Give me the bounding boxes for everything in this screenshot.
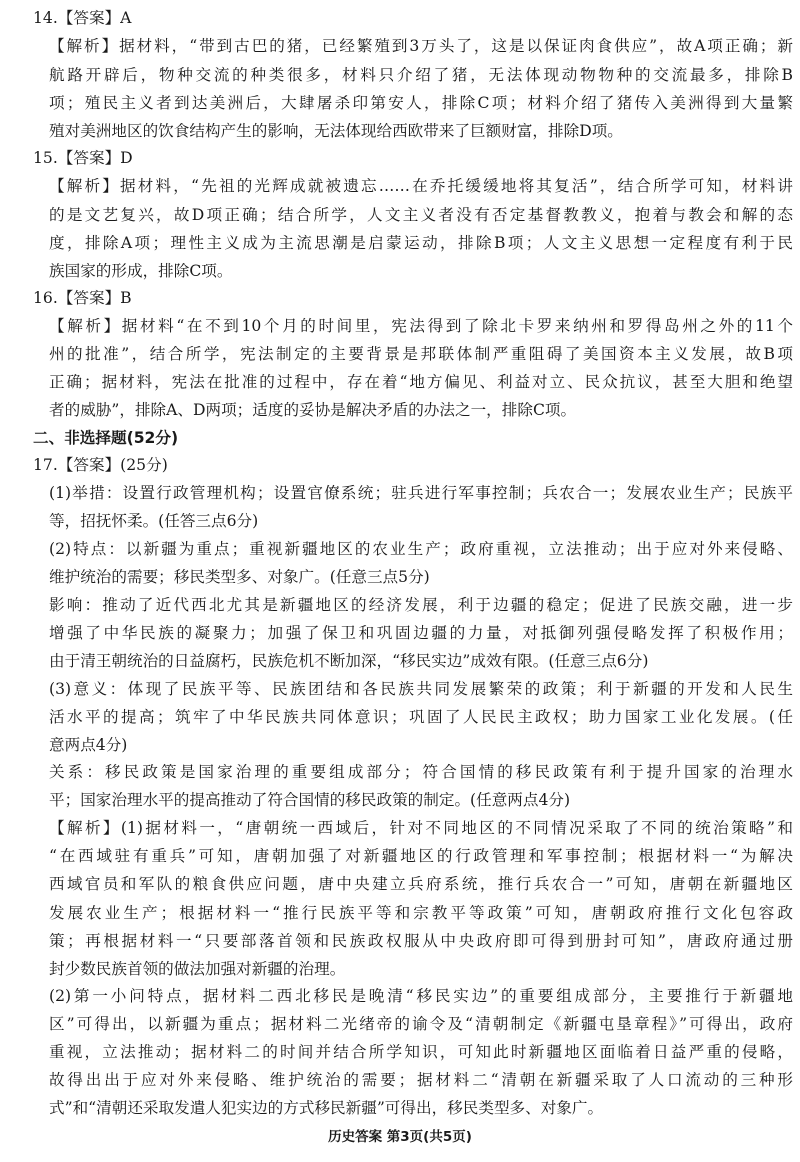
answer-heading: 15.【答案】D [33, 149, 133, 168]
page-footer: 历史答案 第3页(共5页) [328, 1129, 472, 1145]
text-line: 州的批准”，结合所学，宪法制定的主要背景是邦联体制严重阻碍了美国资本主义发展，故B项 [49, 344, 793, 363]
text-line: 重视，立法推动；据材料二的时间并结合所学知识，可知此时新疆地区面临着日益严重的侵略， [49, 1042, 793, 1061]
text-line: 航路开辟后，物种交流的种类很多，材料只介绍了猪，无法体现动物物种的交流最多，排除B [49, 66, 793, 85]
text-line: 【解析】据材料，“带到古巴的猪，已经繁殖到3万头了，这是以保证肉食供应”，故A项正确；新 [49, 37, 793, 56]
text-line: 正确；据材料，宪法在批准的过程中，存在着“地方偏见、利益对立、民众抗议，甚至大胆和绝望 [49, 373, 793, 391]
answer-heading: 17.【答案】(25分) [33, 456, 168, 475]
text-line: 西域官员和军队的粮食供应问题，唐中央建立兵府系统，推行兵农合一”可知，唐朝在新疆地区 [49, 875, 793, 894]
text-line: 的是文艺复兴，故D项正确；结合所学，人文主义者没有否定基督教教义，抱着与教会和解的态 [49, 205, 793, 224]
text-line: 意两点4分) [49, 736, 128, 754]
text-line: 殖对美洲地区的饮食结构产生的影响，无法体现给西欧带来了巨额财富，排除D项。 [49, 122, 623, 141]
text-line: 平；国家治理水平的提高推动了符合国情的移民政策的制定。(任意两点4分) [49, 791, 571, 810]
answer-heading: 14.【答案】A [33, 9, 132, 27]
text-line: 等，招抚怀柔。(任答三点6分) [49, 512, 259, 531]
text-line: 增强了中华民族的凝聚力；加强了保卫和巩固边疆的力量，对抵御列强侵略发挥了积极作用； [49, 623, 793, 642]
text-line: 策；再根据材料一“只要部落首领和民族政权服从中央政府即可得到册封可知”，唐政府通过册 [49, 931, 793, 950]
text-line: 由于清王朝统治的日益腐朽，民族危机不断加深，“移民实边”成效有限。(任意三点6分) [49, 651, 649, 670]
text-line: “在西域驻有重兵”可知，唐朝加强了对新疆地区的行政管理和军事控制；根据材料一“为解决 [49, 847, 793, 866]
text-line: 【解析】据材料，“先祖的光辉成就被遗忘……在乔托缓缓地将其复活”，结合所学可知，材料讲 [49, 177, 793, 196]
text-line: 式”和“清朝还采取发遣人犯实边的方式移民新疆”可得出，移民类型多、对象广。 [49, 1099, 604, 1117]
text-line: 【解析】(1)据材料一，“唐朝统一西域后，针对不同地区的不同情况采取了不同的统治策略”和 [49, 819, 793, 838]
text-line: 活水平的提高；筑牢了中华民族共同体意识；巩固了人民民主政权；助力国家工业化发展。(任 [49, 707, 793, 726]
section-title: 二、非选择题(52分) [33, 429, 179, 448]
text-line: (2)特点：以新疆为重点；重视新疆地区的农业生产；政府重视，立法推动；出于应对外来侵略、 [49, 540, 793, 559]
text-line: 封少数民族首领的做法加强对新疆的治理。 [49, 959, 346, 978]
text-line: 故得出出于应对外来侵略、维护统治的需要；据材料二“清朝在新疆采取了人口流动的三种形 [49, 1070, 793, 1089]
text-line: 影响：推动了近代西北尤其是新疆地区的经济发展，利于边疆的稳定；促进了民族交融，进一步 [49, 595, 793, 614]
text-line: (1)举措：设置行政管理机构；设置官僚系统；驻兵进行军事控制；兵农合一；发展农业生产；民族平 [49, 484, 793, 503]
text-line: 度，排除A项；理性主义成为主流思潮是启蒙运动，排除B项；人文主义思想一定程度有利于民 [49, 233, 793, 252]
text-line: 【解析】据材料“在不到10个月的时间里，宪法得到了除北卡罗来纳州和罗得岛州之外的11个 [49, 316, 793, 335]
text-line: 维护统治的需要；移民类型多、对象广。(任意三点5分) [49, 567, 430, 586]
text-line: 项；殖民主义者到达美洲后，大肆屠杀印第安人，排除C项；材料介绍了猪传入美洲得到大量繁 [49, 94, 793, 113]
answer-heading: 16.【答案】B [33, 288, 132, 307]
text-line: (2)第一小问特点，据材料二西北移民是晚清“移民实边”的重要组成部分，主要推行于新疆地 [49, 986, 793, 1005]
text-line: (3)意义：体现了民族平等、民族团结和各民族共同发展繁荣的政策；利于新疆的开发和人民生 [49, 679, 793, 698]
text-line: 发展农业生产；根据材料一“推行民族平等和宗教平等政策”可知，唐朝政府推行文化包容政 [49, 903, 793, 922]
text-line: 区”可得出，以新疆为重点；据材料二光绪帝的谕令及“清朝制定《新疆屯垦章程》”可得出，政府 [49, 1014, 793, 1033]
text-line: 族国家的形成，排除C项。 [49, 261, 233, 280]
text-line: 者的威胁”，排除A、D两项；适度的妥协是解决矛盾的办法之一，排除C项。 [49, 401, 577, 420]
text-line: 关系：移民政策是国家治理的重要组成部分；符合国情的移民政策有利于提升国家的治理水 [49, 763, 793, 782]
